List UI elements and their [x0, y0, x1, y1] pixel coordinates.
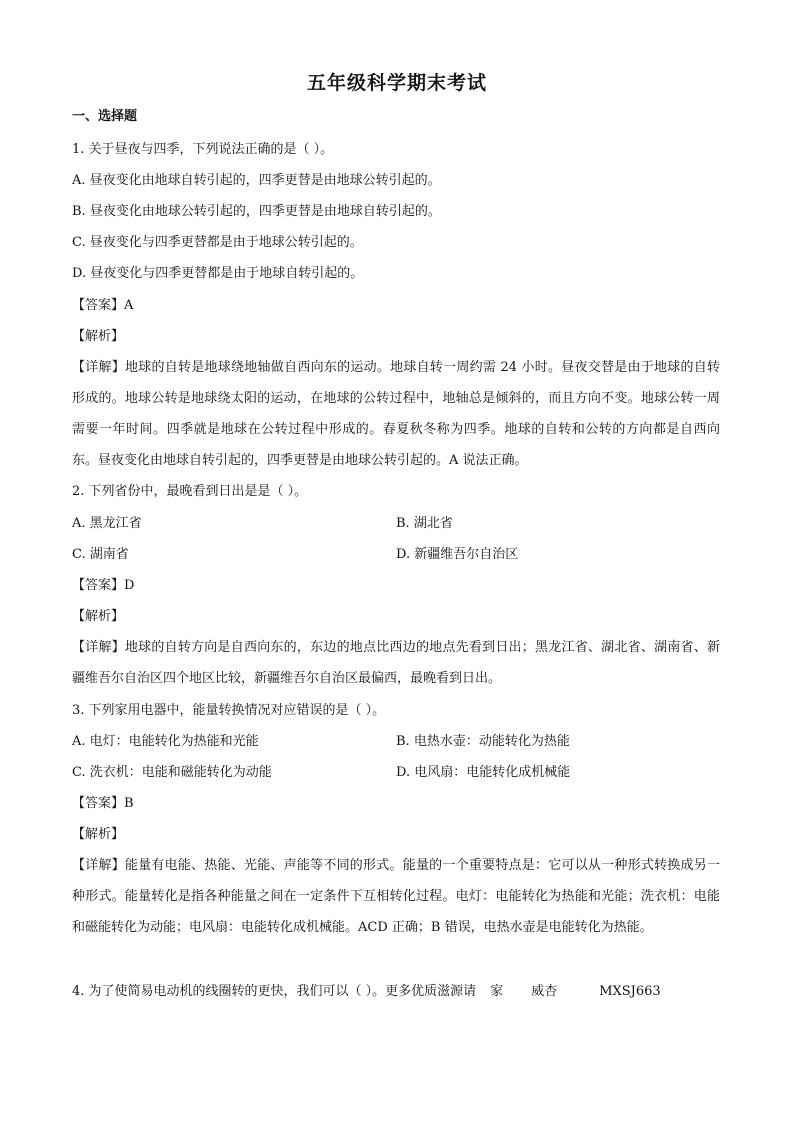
question-2-analysis-label: 【解析】 [72, 609, 125, 624]
question-2-stem: 2. 下列省份中，最晚看到日出是是（ ）。 [72, 484, 308, 499]
question-4-tail-2: 威杏 [531, 984, 558, 999]
question-2-option-c: C. 湖南省 [72, 547, 129, 562]
question-3-option-c: C. 洗衣机：电能和磁能转化为动能 [72, 765, 272, 780]
question-2-option-a: A. 黑龙江省 [72, 516, 142, 531]
question-1-answer: 【答案】A [72, 298, 134, 313]
question-4-tail-1: 家 [490, 984, 504, 999]
question-3-option-a: A. 电灯：电能转化为热能和光能 [72, 734, 259, 749]
question-2-option-d: D. 新疆维吾尔自治区 [396, 547, 519, 562]
question-3-option-d: D. 电风扇：电能转化成机械能 [396, 765, 571, 780]
question-3-analysis-label: 【解析】 [72, 827, 125, 842]
question-1-option-c: C. 昼夜变化与四季更替都是由于地球公转引起的。 [72, 235, 363, 250]
question-1-stem: 1. 关于昼夜与四季，下列说法正确的是（ ）。 [72, 142, 334, 157]
section-heading: 一、选择题 [72, 109, 138, 124]
question-3-option-b: B. 电热水壶：动能转化为热能 [396, 734, 570, 749]
question-3-detail: 【详解】能量有电能、热能、光能、声能等不同的形式。能量的一个重要特点是：它可以从一种形式转换成另一种形式。能量转化是指各种能量之间在一定条件下互相转化过程。电灯：电能转化为热能和光能；洗衣机：电能和磁能转化为动能；电风扇：电能转化成机械能。ACD 正确；B 错误，电热水壶是电能转化为热能。 [72, 858, 720, 935]
question-1-option-b: B. 昼夜变化由地球公转引起的，四季更替是由地球自转引起的。 [72, 204, 441, 219]
question-4-tail-3: MXSJ663 [599, 984, 661, 999]
page-title: 五年级科学期末考试 [306, 72, 487, 94]
question-2-option-b: B. 湖北省 [396, 516, 453, 531]
question-4-stem-text: 4. 为了使简易电动机的线圈转的更快，我们可以（ ）。更多优质滋源请 [72, 984, 477, 999]
question-4-stem [72, 983, 732, 1001]
question-2-answer: 【答案】D [72, 578, 135, 593]
question-3-stem: 3. 下列家用电器中，能量转换情况对应错误的是（ ）。 [72, 703, 386, 718]
question-1-option-a: A. 昼夜变化由地球自转引起的，四季更替是由地球公转引起的。 [72, 173, 441, 188]
question-3-answer: 【答案】B [72, 796, 134, 811]
question-2-detail: 【详解】地球的自转方向是自西向东的，东边的地点比西边的地点先看到日出；黑龙江省、湖北省、湖南省、新疆维吾尔自治区四个地区比较，新疆维吾尔自治区最偏西，最晚看到日出。 [72, 640, 720, 686]
question-1-option-d: D. 昼夜变化与四季更替都是由于地球自转引起的。 [72, 266, 364, 281]
question-1-analysis-label: 【解析】 [72, 329, 125, 344]
question-1-detail: 【详解】地球的自转是地球绕地轴做自西向东的运动。地球自转一周约需 24 小时。昼夜交替是由于地球的自转形成的。地球公转是地球绕太阳的运动，在地球的公转过程中，地轴总是倾斜的，而且方向不变。地球公转一周需要一年时间。四季就是地球在公转过程中形成的。春夏秋冬称为四季。地球的自转和公转的方向都是自西向东。昼夜变化由地球自转引起的，四季更替是由地球公转引起的。A 说法正确。 [72, 360, 720, 468]
